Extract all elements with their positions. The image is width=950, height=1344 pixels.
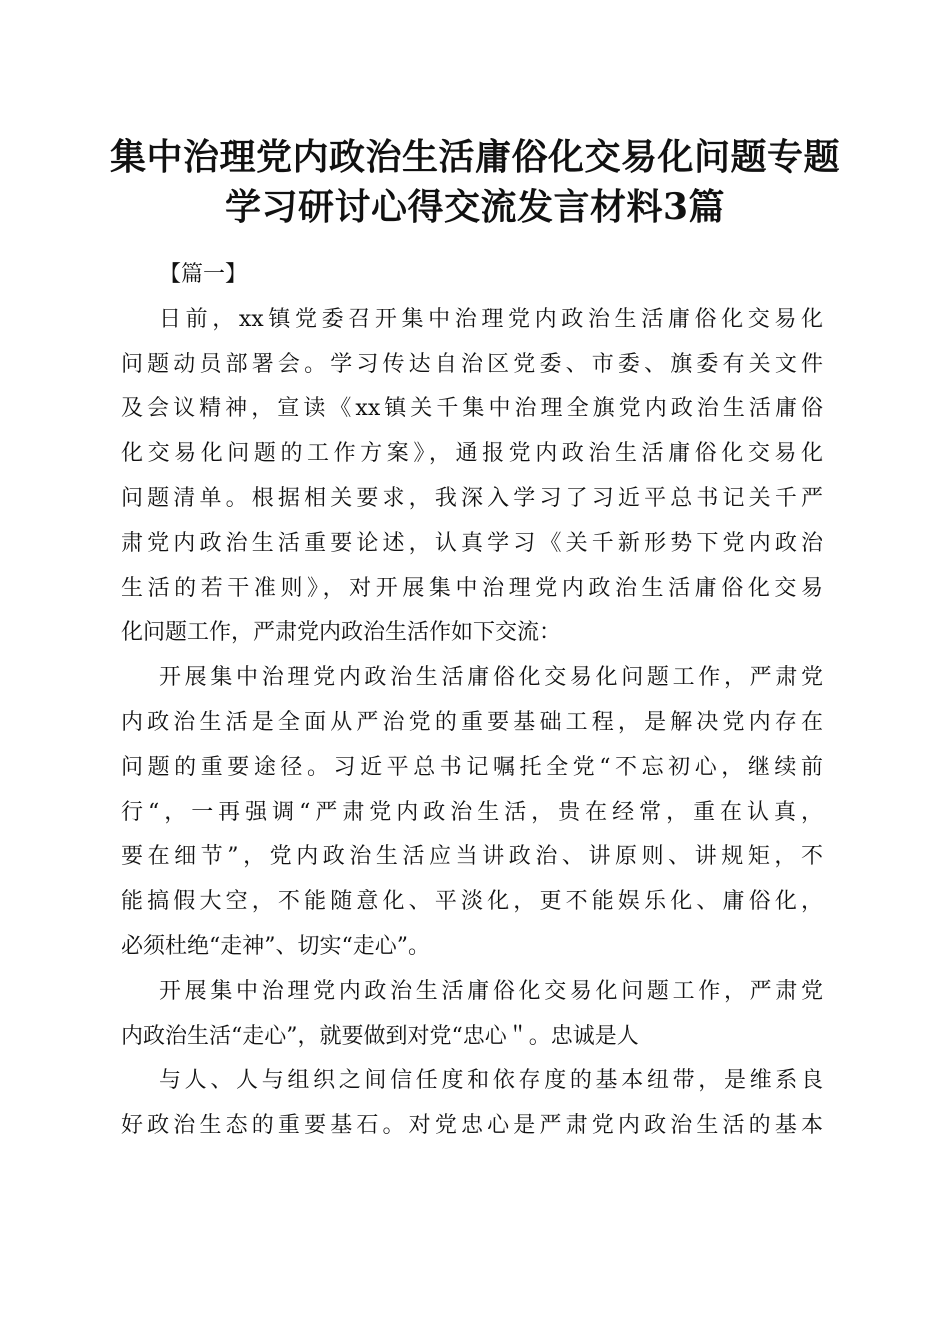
title-line-2: 学习研讨心得交流发言材料3篇	[224, 186, 726, 228]
paragraph-line: 行“，一再强调“严肃党内政治生活，贵在经常，重在认真，	[121, 799, 823, 825]
document-body	[121, 253, 823, 1149]
paragraph-line: 及会议精神，宣读《xx镇关千集中治理全旗党内政治生活庸俗	[121, 396, 823, 422]
paragraph-line: 日前，xx镇党委召开集中治理党内政治生活庸俗化交易化	[159, 306, 823, 332]
paragraph-line: 化交易化问题的工作方案》，通报党内政治生活庸俗化交易化	[121, 441, 823, 467]
paragraph-line: 好政治生态的重要基石。对党忠心是严肃党内政治生活的基本	[121, 1113, 823, 1139]
paragraph-line: 化问题工作，严肃党内政治生活作如下交流：	[121, 620, 562, 646]
paragraph-line: 问题的重要途径。习近平总书记嘱托全党“不忘初心，继续前	[121, 754, 823, 780]
paragraph-line: 问题清单。根据相关要求，我深入学习了习近平总书记关千严	[121, 485, 823, 511]
document-title	[100, 132, 850, 232]
paragraph-line: 与人、人与组织之间信任度和依存度的基本纽带，是维系良	[159, 1068, 823, 1094]
paragraph-line: 必须杜绝“走神”、切实“走心”。	[121, 933, 430, 959]
paragraph-line: 内政治生活“走心”，就要做到对党“忠心＂。忠诚是人	[121, 1023, 639, 1049]
paragraph-line: 要在细节”，党内政治生活应当讲政治、讲原则、讲规矩，不	[121, 844, 823, 870]
paragraph-line: 内政治生活是全面从严治党的重要基础工程，是解决党内存在	[121, 709, 823, 735]
paragraph-line: 能搞假大空，不能随意化、平淡化，更不能娱乐化、庸俗化，	[121, 889, 823, 915]
paragraph-line: 开展集中治理党内政治生活庸俗化交易化问题工作，严肃党	[159, 978, 823, 1004]
paragraph-line: 肃党内政治生活重要论述，认真学习《关千新形势下党内政治	[121, 530, 823, 556]
paragraph-line: 开展集中治理党内政治生活庸俗化交易化问题工作，严肃党	[159, 665, 823, 691]
section-heading: 【篇一】	[159, 262, 248, 287]
paragraph-line: 问题动员部署会。学习传达自治区党委、市委、旗委有关文件	[121, 351, 823, 377]
paragraph-line: 生活的若干准则》，对开展集中治理党内政治生活庸俗化交易	[121, 575, 823, 601]
title-line-1: 集中治理党内政治生活庸俗化交易化问题专题	[109, 136, 840, 178]
